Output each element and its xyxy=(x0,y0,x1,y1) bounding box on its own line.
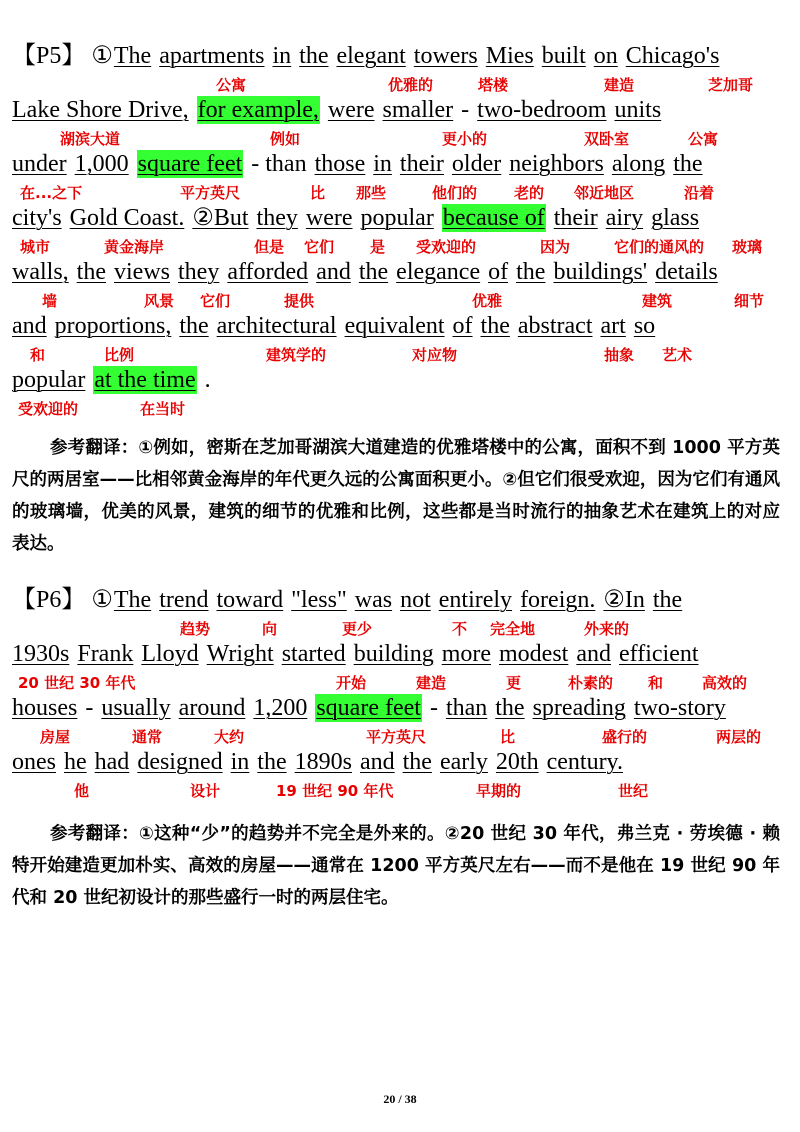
p5-gloss-5 xyxy=(8,290,792,312)
chinese-gloss: 老的 xyxy=(514,184,545,202)
word: buildings' xyxy=(553,259,648,285)
word: started xyxy=(281,641,346,667)
word: two-bedroom xyxy=(477,97,607,123)
word: elegant xyxy=(336,43,406,69)
word: spreading xyxy=(532,695,626,721)
chinese-gloss: 艺术 xyxy=(662,346,693,364)
chinese-gloss: 它们 xyxy=(200,292,231,310)
chinese-gloss: 向 xyxy=(262,620,278,638)
word: century. xyxy=(546,749,623,775)
chinese-gloss: 设计 xyxy=(190,782,221,800)
word: on xyxy=(593,43,618,69)
chinese-gloss: 是 xyxy=(370,238,386,256)
p5-line-7 xyxy=(12,366,792,394)
word: those xyxy=(314,151,366,177)
word: so xyxy=(633,313,656,339)
chinese-gloss: 双卧室 xyxy=(584,130,630,148)
word: proportions, xyxy=(54,313,172,339)
chinese-gloss: 抽象 xyxy=(604,346,635,364)
word: ②In xyxy=(603,587,645,613)
chinese-gloss: 完全地 xyxy=(490,620,536,638)
page-separator: / xyxy=(398,1092,402,1106)
page-current: 20 xyxy=(383,1092,396,1106)
chinese-gloss: 因为 xyxy=(540,238,571,256)
word: and xyxy=(316,259,351,285)
chinese-gloss: 和 xyxy=(648,674,664,692)
p5-gloss-4 xyxy=(8,236,792,258)
word: under xyxy=(12,151,67,177)
chinese-gloss: 比例 xyxy=(104,346,135,364)
word: the xyxy=(257,749,287,775)
chinese-gloss: 它们的通风的 xyxy=(614,238,705,256)
chinese-gloss: 趋势 xyxy=(180,620,211,638)
word: airy xyxy=(605,205,644,231)
word: their xyxy=(553,205,598,231)
word: Chicago's xyxy=(625,43,720,69)
highlighted-phrase: square feet xyxy=(137,151,243,177)
chinese-gloss: 他们的 xyxy=(432,184,478,202)
chinese-gloss: 提供 xyxy=(284,292,315,310)
chinese-gloss: 19 世纪 90 年代 xyxy=(276,782,394,800)
p5-line-6 xyxy=(12,312,792,340)
chinese-gloss: 盛行的 xyxy=(602,728,648,746)
word: older xyxy=(451,151,502,177)
chinese-gloss: 公寓 xyxy=(688,130,719,148)
highlighted-phrase: for example, xyxy=(197,97,319,123)
word: ① xyxy=(91,587,113,613)
chinese-gloss: 世纪 xyxy=(618,782,649,800)
chinese-gloss: 在当时 xyxy=(140,400,186,418)
chinese-gloss: 建造 xyxy=(416,674,447,692)
word: had xyxy=(94,749,130,775)
page-number xyxy=(0,1092,800,1107)
word: the xyxy=(495,695,525,721)
chinese-gloss: 芝加哥 xyxy=(708,76,754,94)
p5-line-4 xyxy=(12,204,792,232)
chinese-gloss: 风景 xyxy=(144,292,175,310)
p5-gloss-6 xyxy=(8,344,792,366)
chinese-gloss: 对应物 xyxy=(412,346,458,364)
word: 1890s xyxy=(294,749,352,775)
word: the xyxy=(299,43,329,69)
word: of xyxy=(452,313,473,339)
word: 1,000 xyxy=(74,151,129,177)
word: the xyxy=(480,313,510,339)
word: Wright xyxy=(206,641,274,667)
chinese-gloss: 建造 xyxy=(604,76,635,94)
word: entirely xyxy=(438,587,513,613)
chinese-gloss: 优雅 xyxy=(472,292,503,310)
chinese-gloss: 邻近地区 xyxy=(574,184,635,202)
word: . xyxy=(204,367,211,393)
word: the xyxy=(673,151,703,177)
chinese-gloss: 房屋 xyxy=(40,728,71,746)
page-total: 38 xyxy=(404,1092,417,1106)
word: units xyxy=(614,97,662,123)
p6-line-3 xyxy=(12,694,792,722)
chinese-gloss: 玻璃 xyxy=(732,238,763,256)
word: neighbors xyxy=(509,151,604,177)
word: in xyxy=(373,151,392,177)
chinese-gloss: 例如 xyxy=(270,130,301,148)
chinese-gloss: 比 xyxy=(500,728,516,746)
chinese-gloss: 它们 xyxy=(304,238,335,256)
p6-paragraph-marker: 【P6】 xyxy=(12,587,86,613)
word: - xyxy=(85,695,94,721)
p5-gloss-7 xyxy=(8,398,792,420)
chinese-gloss: 更 xyxy=(506,674,522,692)
chinese-gloss: 建筑学的 xyxy=(266,346,327,364)
word: their xyxy=(399,151,444,177)
word: glass xyxy=(651,205,700,231)
chinese-gloss: 沿着 xyxy=(684,184,715,202)
word: 1,200 xyxy=(253,695,308,721)
word: the xyxy=(402,749,432,775)
chinese-gloss: 不 xyxy=(452,620,468,638)
p6-gloss-4 xyxy=(8,780,792,802)
word: they xyxy=(178,259,220,285)
word: Lake Shore Drive, xyxy=(12,97,189,123)
p5-gloss-1 xyxy=(8,74,792,96)
chinese-gloss: 建筑 xyxy=(642,292,673,310)
word: were xyxy=(327,97,375,123)
word: not xyxy=(400,587,431,613)
word: The xyxy=(113,587,152,613)
word: the xyxy=(652,587,683,613)
chinese-gloss: 受欢迎的 xyxy=(18,400,79,418)
word: built xyxy=(541,43,586,69)
word: designed xyxy=(137,749,223,775)
chinese-gloss: 朴素的 xyxy=(568,674,614,692)
word: was xyxy=(354,587,393,613)
chinese-gloss: 20 世纪 30 年代 xyxy=(18,674,136,692)
p6-gloss-1 xyxy=(8,618,792,640)
chinese-gloss: 更小的 xyxy=(442,130,488,148)
chinese-gloss: 塔楼 xyxy=(478,76,509,94)
word: popular xyxy=(12,367,86,393)
word: Lloyd xyxy=(141,641,199,667)
chinese-gloss: 高效的 xyxy=(702,674,748,692)
p5-gloss-2 xyxy=(8,128,792,150)
word: the xyxy=(516,259,546,285)
word: two-story xyxy=(633,695,726,721)
word: "less" xyxy=(291,587,347,613)
highlighted-phrase: because of xyxy=(442,205,545,231)
word: he xyxy=(64,749,87,775)
chinese-gloss: 墙 xyxy=(42,292,58,310)
word: abstract xyxy=(517,313,593,339)
chinese-gloss: 两层的 xyxy=(716,728,762,746)
p6-line-1 xyxy=(12,586,792,614)
word: the xyxy=(358,259,389,285)
p6-translation: 参考翻译：①这种“少”的趋势并不完全是外来的。②20 世纪 30 年代，弗兰克 · 劳埃德 · 赖特开始建造更加朴实、高效的房屋——通常在 1200 平方英尺左右——而不是他在 19 世纪 90 年代和 20 世纪初设计的那些盛行一时的两层住宅。 xyxy=(12,824,780,908)
word: the xyxy=(179,313,209,339)
word: usually xyxy=(101,695,171,721)
word: and xyxy=(12,313,47,339)
p6-line-4 xyxy=(12,748,792,776)
word: than xyxy=(445,695,488,721)
p5-line-3 xyxy=(12,150,792,178)
word: 20th xyxy=(495,749,539,775)
word: afforded xyxy=(227,259,309,285)
word: they xyxy=(256,205,298,231)
word: trend xyxy=(159,587,209,613)
word: - xyxy=(461,97,470,123)
chinese-gloss: 平方英尺 xyxy=(366,728,427,746)
chinese-gloss: 湖滨大道 xyxy=(60,130,121,148)
word: Frank xyxy=(77,641,134,667)
chinese-gloss: 优雅的 xyxy=(388,76,434,94)
word: equivalent xyxy=(344,313,445,339)
word: and xyxy=(359,749,395,775)
word: - than xyxy=(251,151,307,177)
word: in xyxy=(230,749,250,775)
word: in xyxy=(272,43,292,69)
word: walls, xyxy=(12,259,69,285)
word: houses xyxy=(12,695,78,721)
word: were xyxy=(305,205,353,231)
word: towers xyxy=(413,43,478,69)
chinese-gloss: 大约 xyxy=(214,728,245,746)
word: around xyxy=(178,695,246,721)
word: art xyxy=(600,313,626,339)
p6-line-2 xyxy=(12,640,792,668)
chinese-gloss: 通常 xyxy=(132,728,163,746)
word: of xyxy=(488,259,509,285)
word: views xyxy=(114,259,170,285)
word: the xyxy=(76,259,106,285)
chinese-gloss: 早期的 xyxy=(476,782,522,800)
word: The xyxy=(113,43,152,69)
word: Gold Coast. xyxy=(69,205,185,231)
chinese-gloss: 更少 xyxy=(342,620,373,638)
word: more xyxy=(441,641,492,667)
p5-translation: 参考翻译：①例如，密斯在芝加哥湖滨大道建造的优雅塔楼中的公寓，面积不到 1000 平方英尺的两居室——比相邻黄金海岸的年代更久远的公寓面积更小。②但它们很受欢迎，因为它们有通风的玻璃墙，优美的风景，建筑的细节的优雅和比例，这些都是当时流行的抽象艺术在建筑上的对应表达。 xyxy=(12,438,780,554)
highlighted-phrase: at the time xyxy=(94,367,196,393)
word: elegance xyxy=(396,259,481,285)
word: smaller xyxy=(382,97,454,123)
chinese-gloss: 公寓 xyxy=(216,76,247,94)
word: modest xyxy=(499,641,569,667)
word: popular xyxy=(360,205,434,231)
chinese-gloss: 开始 xyxy=(336,674,367,692)
chinese-gloss: 那些 xyxy=(356,184,387,202)
word: architectural xyxy=(216,313,337,339)
p6-gloss-3 xyxy=(8,726,792,748)
p6-gloss-2 xyxy=(8,672,792,694)
word: ① xyxy=(91,43,113,69)
word: - xyxy=(429,695,438,721)
word: ②But xyxy=(192,205,249,231)
word: city's xyxy=(12,205,62,231)
word: early xyxy=(439,749,488,775)
highlighted-phrase: square feet xyxy=(316,695,421,721)
word: building xyxy=(353,641,434,667)
chinese-gloss: 平方英尺 xyxy=(180,184,241,202)
word: details xyxy=(655,259,718,285)
chinese-gloss: 他 xyxy=(74,782,90,800)
word: and xyxy=(576,641,611,667)
chinese-gloss: 细节 xyxy=(734,292,765,310)
word: toward xyxy=(216,587,284,613)
word: Mies xyxy=(485,43,534,69)
p5-gloss-3 xyxy=(8,182,792,204)
p5-line-5 xyxy=(12,258,792,286)
word: apartments xyxy=(159,43,265,69)
p5-paragraph-marker: 【P5】 xyxy=(12,43,86,69)
chinese-gloss: 但是 xyxy=(254,238,285,256)
chinese-gloss: 城市 xyxy=(20,238,51,256)
word: along xyxy=(611,151,666,177)
chinese-gloss: 黄金海岸 xyxy=(104,238,165,256)
word: 1930s xyxy=(12,641,70,667)
chinese-gloss: 比 xyxy=(310,184,326,202)
chinese-gloss: 在...之下 xyxy=(20,184,83,202)
p5-line-1 xyxy=(12,42,792,70)
word: efficient xyxy=(619,641,699,667)
chinese-gloss: 外来的 xyxy=(584,620,630,638)
chinese-gloss: 和 xyxy=(30,346,46,364)
word: foreign. xyxy=(520,587,596,613)
chinese-gloss: 受欢迎的 xyxy=(416,238,477,256)
word: ones xyxy=(12,749,56,775)
p5-line-2 xyxy=(12,96,792,124)
